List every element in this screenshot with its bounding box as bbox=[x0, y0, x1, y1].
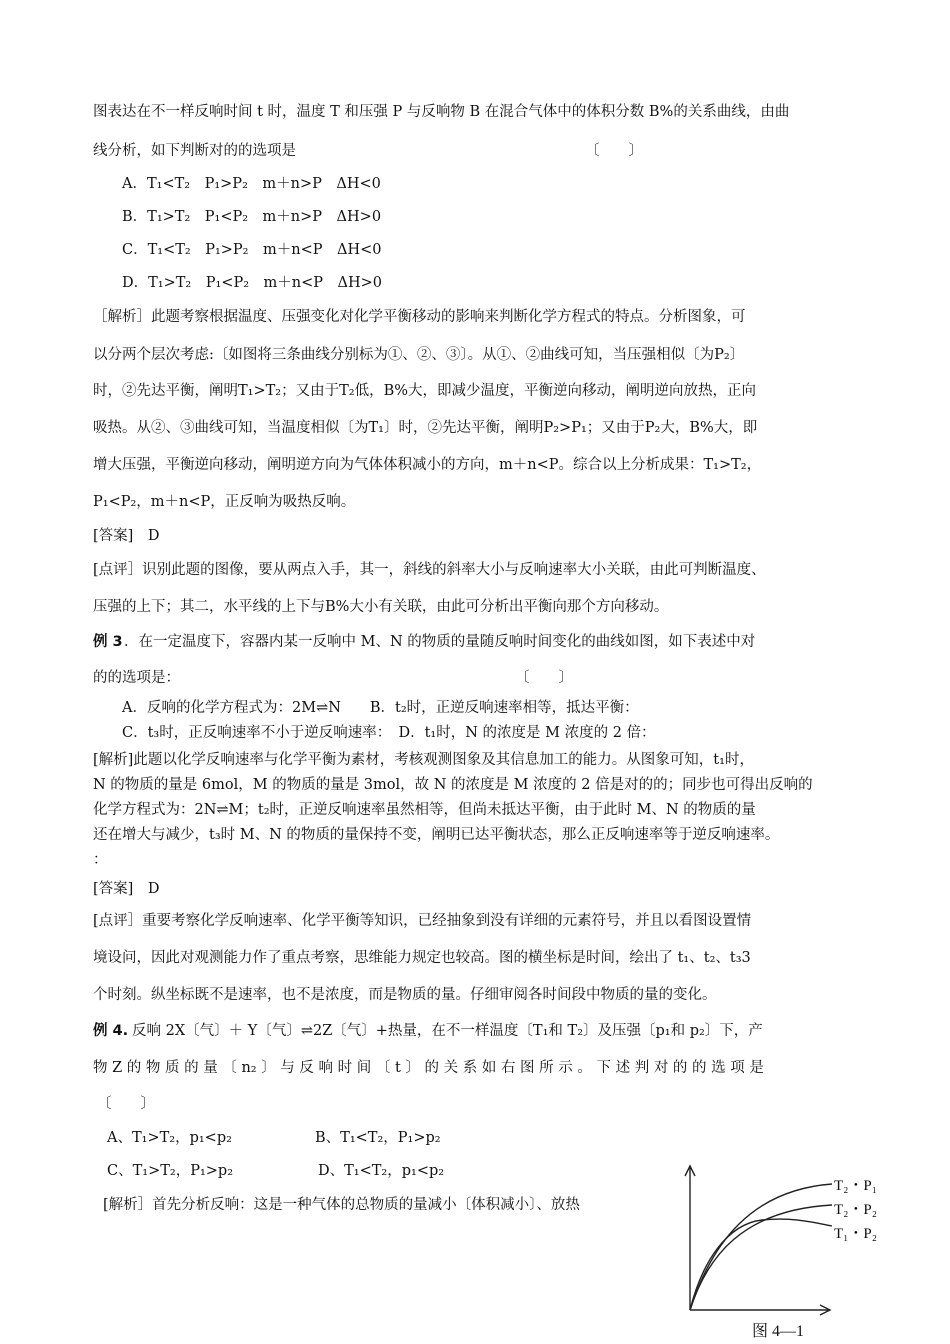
option-c: C．T₁<T₂ P₁>P₂ m＋n<P ΔH<0 bbox=[122, 242, 382, 258]
example-4-analysis: [解析］首先分析反响：这是一种气体的总物质的量减小〔体积减小〕、放热 bbox=[103, 1197, 580, 1213]
example-4-line-1: 反响 2X〔气〕＋ Y〔气〕⇌2Z〔气〕+热量，在不一样温度〔T₁和 T₂〕及压强〔p₁和 p₂〕下，产 bbox=[132, 1023, 763, 1039]
example-3-comment-3: 个时刻。纵坐标既不是速率，也不是浓度，而是物质的量。仔细审阅各时间段中物质的量的变化。 bbox=[93, 987, 717, 1003]
example-3-comment-2: 境设问，因此对观测能力作了重点考察，思维能力规定也较高。图的横坐标是时间，绘出了 t₁、t₂、t₃3 bbox=[93, 950, 751, 966]
example-4-option-a: A、T₁>T₂，p₁<p₂ bbox=[107, 1130, 232, 1146]
example-4-option-c: C、T₁>T₂，P₁>p₂ bbox=[107, 1163, 234, 1179]
comment-1-line-2: 压强的上下；其二，水平线的上下与B%大小有关联，由此可分析出平衡向那个方向移动。 bbox=[93, 599, 669, 615]
figure-label-t2-p1: T₂・P₁ bbox=[834, 1178, 877, 1194]
example-3-analysis-4: 还在增大与减少，t₃时 M、N 的物质的量保持不变，阐明已达平衡状态，那么正反响速率等于逆反响速率。 bbox=[93, 827, 780, 843]
figure-caption: 图 4—1 bbox=[752, 1323, 805, 1340]
intro-line-1: 图表达在不一样反响时间 t 时，温度 T 和压强 P 与反响物 B 在混合气体中的体积分数 B%的关系曲线，由曲 bbox=[93, 104, 790, 120]
comment-1-line-1: [点评］识别此题的图像，要从两点入手，其一，斜线的斜率大小与反响速率大小关联，由此可判断温度、 bbox=[93, 562, 766, 578]
analysis-line-5: 增大压强，平衡逆向移动，阐明逆方向为气体体积减小的方向，m＋n<P。综合以上分析成果：T₁>T₂， bbox=[93, 457, 762, 473]
analysis-line-1: ［解析］此题考察根据温度、压强变化对化学平衡移动的影响来判断化学方程式的特点。分析图象，可 bbox=[93, 309, 746, 325]
example-4-option-b: B、T₁<T₂，P₁>p₂ bbox=[315, 1130, 441, 1146]
option-a: A．T₁<T₂ P₁>P₂ m＋n>P ΔH<0 bbox=[122, 176, 381, 192]
example-3-options-ab: A．反响的化学方程式为：2M⇌N B．t₂时，正逆反响速率相等，抵达平衡： bbox=[122, 700, 639, 716]
example-3-line-1: ．在一定温度下，容器内某一反响中 M、N 的物质的量随反响时间变化的曲线如图，如下表述中对 bbox=[124, 634, 756, 650]
analysis-line-4: 吸热。从②、③曲线可知，当温度相似〔为T₁〕时，②先达平衡，阐明P₂>P₁；又由于P₂大，B%大，即 bbox=[93, 420, 758, 436]
example-4-option-d: D、T₁<T₂，p₁<p₂ bbox=[318, 1163, 445, 1179]
example-3-bracket: 〔 〕 bbox=[515, 670, 573, 686]
figure-4-1 bbox=[682, 1162, 902, 1344]
example-4-label: 例 4. bbox=[93, 1023, 129, 1039]
option-b: B．T₁>T₂ P₁<P₂ m＋n>P ΔH>0 bbox=[122, 209, 382, 225]
answer-1: [答案] D bbox=[93, 528, 160, 544]
example-3-analysis-3: 化学方程式为：2N⇌M；t₂时，正逆反响速率虽然相等，但尚未抵达平衡，由于此时 M、N 的物质的量 bbox=[93, 802, 756, 818]
example-3-analysis-1: [解析]此题以化学反响速率与化学平衡为素材，考核观测图象及其信息加工的能力。从图象可知，t₁时， bbox=[93, 752, 754, 768]
example-3-analysis-5: ： bbox=[93, 852, 108, 868]
intro-bracket: 〔 〕 bbox=[585, 143, 643, 159]
example-3-label: 例 3 bbox=[93, 634, 123, 650]
example-3-line-2: 的的选项是： bbox=[93, 670, 180, 686]
example-3-answer: [答案] D bbox=[93, 881, 160, 897]
analysis-line-6: P₁<P₂，m＋n<P，正反响为吸热反响。 bbox=[93, 494, 356, 510]
analysis-line-3: 时，②先达平衡，阐明T₁>T₂；又由于T₂低，B%大，即减少温度，平衡逆向移动，阐明逆向放热，正向 bbox=[93, 383, 757, 399]
option-d: D．T₁>T₂ P₁<P₂ m＋n<P ΔH>0 bbox=[122, 275, 383, 291]
figure-label-t2-p2: T₂・P₂ bbox=[834, 1202, 877, 1218]
example-4-line-2: 物 Z 的 物 质 的 量 〔 n₂ 〕 与 反 响 时 间 〔 t 〕 的 关 系 如 右 图 所 示 。 下 述 判 对 的 的 选 项 是 bbox=[93, 1060, 764, 1076]
curve-t2-p1 bbox=[690, 1184, 832, 1310]
intro-line-2: 线分析，如下判断对的的选项是 bbox=[93, 143, 296, 159]
example-3-options-cd: C．t₃时，正反响速率不小于逆反响速率： D．t₁时，N 的浓度是 M 浓度的 2 倍： bbox=[122, 725, 656, 741]
figure-label-t1-p2: T₁・P₂ bbox=[834, 1226, 877, 1242]
analysis-line-2: 以分两个层次考虑:〔如图将三条曲线分别标为①、②、③〕。从①、②曲线可知，当压强相似〔为P₂〕 bbox=[93, 347, 745, 363]
example-3-analysis-2: N 的物质的量是 6mol，M 的物质的量是 3mol，故 N 的浓度是 M 浓度的 2 倍是对的的；同步也可得出反响的 bbox=[93, 777, 813, 793]
example-4-bracket: 〔 〕 bbox=[97, 1096, 155, 1112]
example-3-comment-1: [点评］重要考察化学反响速率、化学平衡等知识，已经抽象到没有详细的元素符号，并且以看图设置情 bbox=[93, 913, 752, 929]
